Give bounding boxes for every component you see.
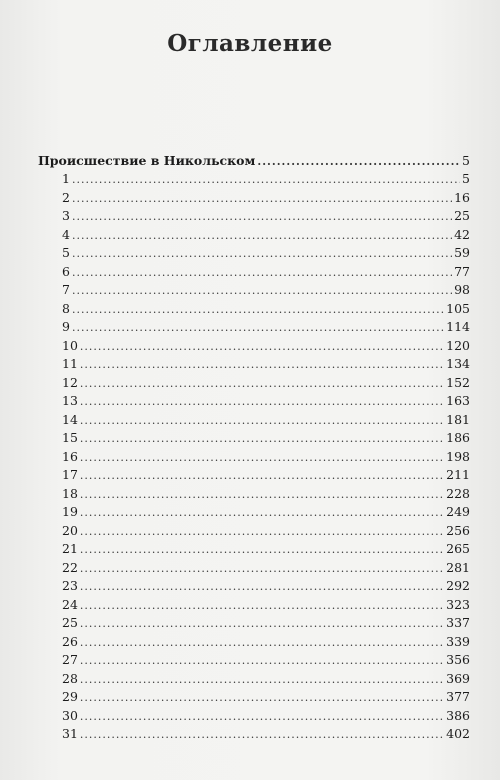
toc-entry-page: 265	[446, 541, 470, 556]
toc-entry-page: 356	[446, 652, 470, 667]
toc-entry-chapter	[62, 355, 470, 373]
toc-entry-label: 20	[62, 522, 78, 538]
toc-leader-dots	[80, 523, 444, 541]
toc-leader-dots	[72, 301, 444, 319]
toc-entry-label: 26	[62, 633, 78, 649]
toc-leader-dots	[72, 264, 452, 282]
toc-leader-dots	[80, 578, 444, 596]
toc-entry-chapter	[62, 244, 470, 262]
toc-entry-chapter	[62, 503, 470, 521]
toc-entry-label: 15	[62, 430, 78, 445]
toc-entry-chapter	[62, 596, 470, 614]
toc-entry-page: 386	[446, 707, 470, 723]
toc-entry-page: 16	[454, 189, 470, 205]
toc-entry-label: 23	[62, 578, 78, 593]
toc-leader-dots	[80, 375, 444, 393]
toc-leader-dots	[80, 689, 444, 707]
toc-leader-dots	[80, 615, 444, 633]
toc-leader-dots	[80, 412, 444, 430]
toc-entry-page: 292	[446, 578, 470, 593]
toc-leader-dots	[80, 393, 444, 411]
toc-leader-dots	[80, 541, 444, 559]
toc-entry-chapter	[62, 411, 470, 429]
toc-entry-chapter	[62, 670, 470, 688]
toc-entry-page: 281	[446, 559, 470, 575]
toc-entry-label: 21	[62, 541, 78, 556]
toc-leader-dots	[80, 634, 444, 652]
toc-entry-label: 5	[62, 245, 70, 260]
toc-entry-label: 8	[62, 300, 70, 316]
toc-leader-dots	[80, 560, 444, 578]
toc-leader-dots	[80, 338, 444, 356]
toc-entry-label: 19	[62, 504, 78, 519]
toc-entry-label: 29	[62, 689, 78, 704]
toc-leader-dots	[80, 652, 444, 670]
toc-leader-dots	[80, 356, 444, 374]
toc-entry-chapter	[62, 651, 470, 669]
toc-entry-page: 377	[446, 689, 470, 704]
toc-entry-label: 13	[62, 393, 78, 408]
toc-entry-label: 30	[62, 707, 78, 723]
toc-entry-page: 5	[462, 171, 470, 186]
toc-entry-page: 114	[446, 319, 470, 334]
toc-leader-dots	[80, 430, 444, 448]
toc-entry-chapter	[62, 559, 470, 577]
toc-entry-label: 27	[62, 652, 78, 667]
toc-entry-page: 77	[454, 263, 470, 279]
toc-entry-page: 256	[446, 522, 470, 538]
toc-entry-label: 12	[62, 374, 78, 390]
toc-entry-chapter	[62, 226, 470, 244]
toc-leader-dots	[72, 171, 460, 189]
toc-entry-main	[38, 152, 470, 170]
toc-entry-page: 402	[446, 726, 470, 741]
toc-entry-page: 198	[446, 448, 470, 464]
toc-entry-page: 134	[446, 356, 470, 371]
toc-leader-dots	[257, 153, 460, 171]
toc-entry-label: 28	[62, 670, 78, 686]
toc-entry-chapter	[62, 540, 470, 558]
page-title: Оглавление	[167, 30, 333, 57]
toc-entry-chapter	[62, 300, 470, 318]
toc-entry-label: 7	[62, 282, 70, 297]
toc-entry-page: 249	[446, 504, 470, 519]
toc-entry-page: 98	[454, 282, 470, 297]
toc-leader-dots	[80, 726, 444, 744]
toc-entry-chapter	[62, 374, 470, 392]
toc-entry-page: 228	[446, 485, 470, 501]
toc-entry-page: 181	[446, 411, 470, 427]
toc-entry-chapter	[62, 707, 470, 725]
toc-entry-page: 211	[446, 467, 470, 482]
toc-entry-page: 339	[446, 633, 470, 649]
toc-entry-label: 2	[62, 189, 70, 205]
toc-entry-label: 22	[62, 559, 78, 575]
toc-entry-label: 24	[62, 596, 78, 612]
toc-entry-chapter	[62, 189, 470, 207]
toc-entry-label: 9	[62, 319, 70, 334]
toc-leader-dots	[80, 597, 444, 615]
toc-entry-page: 42	[454, 226, 470, 242]
toc-entry-chapter	[62, 614, 470, 632]
toc-entry-chapter	[62, 688, 470, 706]
toc-entry-label: 1	[62, 171, 70, 186]
toc-entry-chapter	[62, 725, 470, 743]
toc-entry-page: 5	[462, 153, 470, 168]
toc-entry-page: 152	[446, 374, 470, 390]
toc-leader-dots	[80, 486, 444, 504]
toc-entry-page: 163	[446, 393, 470, 408]
toc-entry-label: 6	[62, 263, 70, 279]
toc-leader-dots	[72, 208, 452, 226]
toc-entry-page: 186	[446, 430, 470, 445]
toc-leader-dots	[80, 467, 444, 485]
toc-entry-chapter	[62, 577, 470, 595]
toc-leader-dots	[80, 671, 444, 689]
toc-entry-page: 25	[454, 208, 470, 223]
toc-entry-page: 337	[446, 615, 470, 630]
toc-leader-dots	[80, 449, 444, 467]
toc-leader-dots	[72, 245, 452, 263]
toc-entry-label: 10	[62, 337, 78, 353]
toc-entry-label: 18	[62, 485, 78, 501]
toc-leader-dots	[72, 282, 452, 300]
toc-entry-page: 369	[446, 670, 470, 686]
toc-entry-chapter	[62, 633, 470, 651]
toc-entry-chapter	[62, 263, 470, 281]
toc-entry-label: Происшествие в Никольском	[38, 153, 256, 168]
toc-entry-chapter	[62, 485, 470, 503]
toc-entry-chapter	[62, 207, 470, 225]
toc-leader-dots	[72, 227, 452, 245]
toc-entry-label: 16	[62, 448, 78, 464]
toc-entry-chapter	[62, 466, 470, 484]
toc-entry-page: 120	[446, 337, 470, 353]
toc-entry-chapter	[62, 281, 470, 299]
toc-entry-page: 59	[454, 245, 470, 260]
toc-entry-page: 105	[446, 300, 470, 316]
toc-entry-chapter	[62, 337, 470, 355]
toc-entry-label: 17	[62, 467, 78, 482]
toc-leader-dots	[72, 190, 452, 208]
toc-entry-label: 4	[62, 226, 70, 242]
toc-entry-label: 3	[62, 208, 70, 223]
toc-entry-label: 31	[62, 726, 78, 741]
toc-leader-dots	[80, 708, 444, 726]
toc-entry-chapter	[62, 392, 470, 410]
toc-entry-chapter	[62, 448, 470, 466]
toc-entry-label: 11	[62, 356, 78, 371]
toc-leader-dots	[72, 319, 444, 337]
toc-entry-chapter	[62, 170, 470, 188]
toc-entry-page: 323	[446, 596, 470, 612]
toc-leader-dots	[80, 504, 444, 522]
toc-entry-chapter	[62, 318, 470, 336]
toc-entry-chapter	[62, 522, 470, 540]
toc-entry-chapter	[62, 429, 470, 447]
toc-entry-label: 14	[62, 411, 78, 427]
toc-entry-label: 25	[62, 615, 78, 630]
